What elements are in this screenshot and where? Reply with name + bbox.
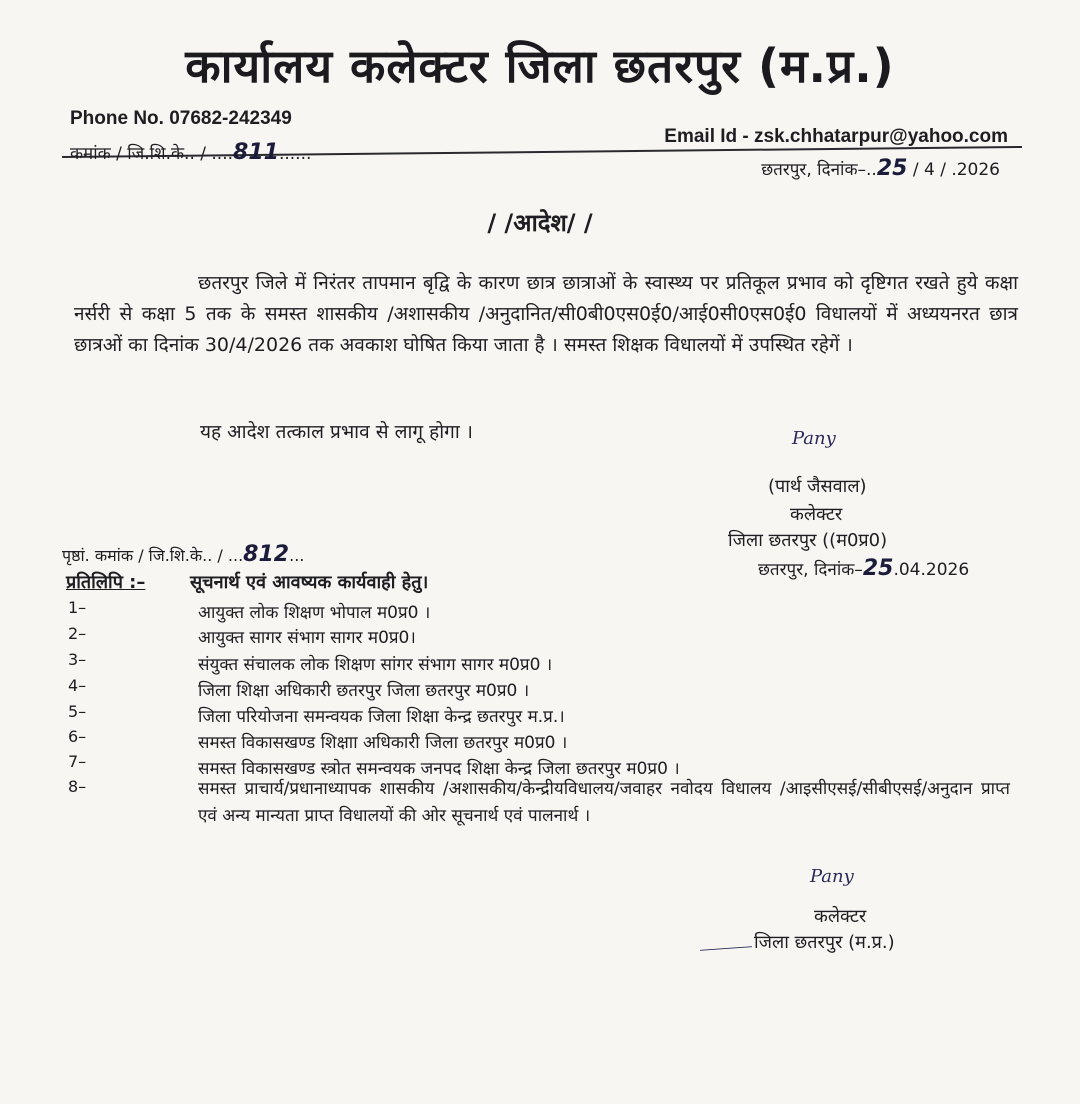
list-item-number: 1– [68,598,87,617]
endorsement-number-handwritten: 812 [243,542,290,567]
email-id: Email Id - zsk.chhatarpur@yahoo.com [664,126,1008,147]
order-date [761,156,1000,181]
endorsement-number-suffix: ... [289,546,305,565]
order-date-day-handwritten: 25 [876,156,908,181]
signatory-date-suffix: .04.2026 [893,560,970,580]
copy-label: प्रतिलिपि :– [66,572,146,593]
signatory-district: जिला छतरपुर ((म0प्र0) [728,530,888,551]
signatory-date-day-handwritten: 25 [862,556,894,581]
order-heading: / /आदेश/ / [487,209,593,237]
list-item: समस्त विकासखण्ड शिक्षाा अधिकारी जिला छतरपुर म0प्र0 । [198,733,568,753]
signatory-date [758,556,969,581]
list-item: जिला शिक्षा अधिकारी छतरपुर जिला छतरपुर म0प्र0 । [198,681,530,701]
list-item-number: 8– [68,777,87,796]
order-effect-line: यह आदेश तत्काल प्रभाव से लागू होगा । [200,421,473,443]
order-body: छतरपुर जिले में निरंतर तापमान बृद्वि के कारण छात्र छात्राओं के स्वास्थ्य पर प्रतिकूल प्रभाव को दृष्टिगत रखते हुये कक्षा नर्सरी से कक्षा 5 तक के समस्त शासकीय /अशासकीय /अनुदानित/सी0बी0एस0ई0/आई0सी0एस0ई0 विधालयों में अध्ययनरत छात्र छात्रओं का दिनांक 30/4/2026 तक अवकाश घोषित किया जाता है । समस्त शिक्षक विधालयों में उपस्थित रहेगें । [74,272,1018,356]
order-number-handwritten: 811 [233,140,279,165]
order-reference-number [70,140,311,165]
signatory-name: (पार्थ जैसवाल) [768,476,867,497]
endorsement-number [62,542,304,567]
signatory-district: जिला छतरपुर (म.प्र.) [754,932,895,953]
signature-tick [700,946,752,951]
copy-purpose: सूचनार्थ एवं आवष्यक कार्यवाही हेतु। [190,572,429,593]
list-item-number: 3– [68,650,87,669]
list-item-number: 4– [68,676,87,695]
list-item: समस्त प्राचार्य/प्रधानाध्यापक शासकीय /अशासकीय/केन्द्रीयविधालय/जवाहर नवोदय विधालय /आइसीएसई/सीबीएसई/अनुदान प्राप्त एवं अन्य मान्यता प्राप्त विधालयों की ओर सूचनार्थ एवं पालनार्थ । [198,779,1010,826]
list-item-number: 2– [68,624,87,643]
list-item: समस्त विकासखण्ड स्त्रोत समन्वयक जनपद शिक्षा केन्द्र जिला छतरपुर म0प्र0 । [198,759,680,779]
signatory-designation: कलेक्टर [814,906,867,927]
list-item: आयुक्त सागर संभाग सागर म0प्र0। [198,628,416,648]
signature-mark: Pany [792,428,836,449]
list-item: जिला परियोजना समन्वयक जिला शिक्षा केन्द्र छतरपुर म.प्र.। [198,707,565,727]
list-item: आयुक्त लोक शिक्षण भोपाल म0प्र0 । [198,603,431,623]
order-number-prefix: कमांक / जि.शि.के.. / .... [70,144,234,164]
phone-number: Phone No. 07682-242349 [70,108,292,129]
list-item-number: 5– [68,702,87,721]
list-item: संयुक्त संचालक लोक शिक्षण सांगर संभाग सागर म0प्र0 । [198,655,553,675]
list-item-number: 7– [68,752,87,771]
signature-mark: Pany [810,866,854,887]
list-item-number: 6– [68,727,87,746]
signatory-date-prefix: छतरपुर, दिनांक– [758,560,863,580]
endorsement-number-prefix: पृष्ठां. कमांक / जि.शि.के.. / ... [62,546,244,565]
order-date-suffix: / 4 / .2026 [907,160,1000,180]
office-title: कार्यालय कलेक्टर जिला छतरपुर (म.प्र.) [185,39,895,93]
order-date-prefix: छतरपुर, दिनांक–.. [761,160,877,180]
order-number-suffix: ...... [278,144,312,164]
signatory-designation: कलेक्टर [790,504,843,525]
